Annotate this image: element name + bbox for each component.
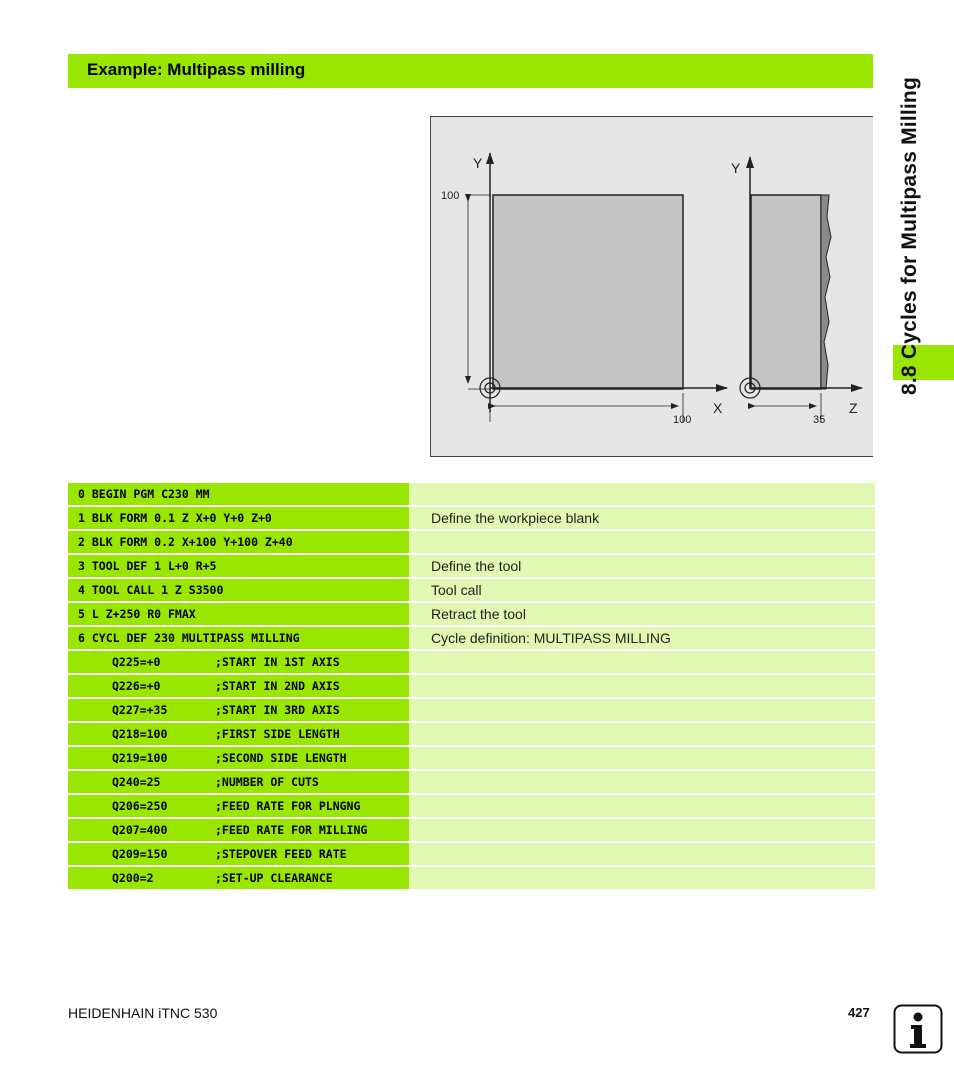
program-code-text: Q219=100	[112, 751, 168, 765]
program-code-text: 6 CYCL DEF 230 MULTIPASS MILLING	[78, 631, 300, 645]
x-dimension-label: 100	[673, 414, 692, 426]
program-comment: ;START IN 2ND AXIS	[215, 679, 340, 693]
program-code	[68, 771, 409, 793]
program-comment: ;FIRST SIDE LENGTH	[215, 727, 340, 741]
program-code-text: Q207=400	[112, 823, 168, 837]
program-description: Tool call	[409, 579, 875, 601]
program-row	[68, 771, 875, 793]
program-row	[68, 651, 875, 673]
program-row	[68, 579, 875, 601]
break-line	[821, 195, 831, 389]
program-code-text: 2 BLK FORM 0.2 X+100 Y+100 Z+40	[78, 535, 293, 549]
program-comment: ;NUMBER OF CUTS	[215, 775, 319, 789]
program-description	[409, 675, 875, 697]
program-row	[68, 843, 875, 865]
program-code	[68, 699, 409, 721]
program-description: Define the workpiece blank	[409, 507, 875, 529]
program-code-text: 1 BLK FORM 0.1 Z X+0 Y+0 Z+0	[78, 511, 272, 525]
program-code-text: 0 BEGIN PGM C230 MM	[78, 487, 210, 501]
program-code	[68, 627, 409, 649]
program-row	[68, 483, 875, 505]
section-title: Example: Multipass milling	[87, 60, 306, 79]
program-code-text: 3 TOOL DEF 1 L+0 R+5	[78, 559, 217, 573]
section-header-bar	[68, 54, 873, 88]
y-axis-label-right: Y	[731, 160, 741, 176]
z-axis-label-right: Z	[849, 400, 858, 416]
program-row	[68, 723, 875, 745]
program-comment: ;SECOND SIDE LENGTH	[215, 751, 347, 765]
program-code	[68, 675, 409, 697]
program-comment: ;STEPOVER FEED RATE	[215, 847, 347, 861]
workpiece-top-view	[493, 195, 683, 389]
program-code	[68, 651, 409, 673]
program-row	[68, 675, 875, 697]
program-comment: ;START IN 1ST AXIS	[215, 655, 340, 669]
program-row	[68, 603, 875, 625]
chapter-side-title	[893, 40, 927, 432]
program-code-text: Q227=+35	[112, 703, 168, 717]
y-dimension-label: 100	[441, 190, 460, 202]
program-code	[68, 483, 409, 505]
program-row	[68, 555, 875, 577]
program-code	[68, 867, 409, 889]
program-description	[409, 867, 875, 889]
program-description: Retract the tool	[409, 603, 875, 625]
x-axis-label-left: X	[713, 400, 723, 416]
program-code	[68, 795, 409, 817]
program-code	[68, 507, 409, 529]
program-description	[409, 771, 875, 793]
program-code-text: Q218=100	[112, 727, 168, 741]
program-description: Define the tool	[409, 555, 875, 577]
program-row	[68, 819, 875, 841]
program-description: Cycle definition: MULTIPASS MILLING	[409, 627, 875, 649]
program-code-text: 4 TOOL CALL 1 Z S3500	[78, 583, 224, 597]
program-comment: ;FEED RATE FOR PLNGNG	[215, 799, 361, 813]
y-axis-label-left: Y	[473, 155, 483, 171]
program-description	[409, 747, 875, 769]
program-description	[409, 843, 875, 865]
program-code-text: Q226=+0	[112, 679, 161, 693]
program-row	[68, 627, 875, 649]
multipass-milling-figure	[430, 116, 873, 457]
program-description	[409, 723, 875, 745]
program-description	[409, 531, 875, 553]
footer-product: HEIDENHAIN iTNC 530	[68, 1005, 218, 1021]
workpiece-side-view	[751, 195, 821, 389]
program-code-text: Q206=250	[112, 799, 168, 813]
program-code	[68, 723, 409, 745]
program-comment: ;SET-UP CLEARANCE	[215, 871, 333, 885]
figure-drawing	[431, 117, 874, 458]
program-description	[409, 699, 875, 721]
program-description	[409, 795, 875, 817]
program-description	[409, 483, 875, 505]
program-row	[68, 795, 875, 817]
program-code	[68, 579, 409, 601]
program-code-text: Q225=+0	[112, 655, 161, 669]
program-code	[68, 555, 409, 577]
program-row	[68, 507, 875, 529]
program-code	[68, 843, 409, 865]
page-number: 427	[848, 1005, 870, 1020]
program-code	[68, 819, 409, 841]
program-row	[68, 747, 875, 769]
program-description	[409, 651, 875, 673]
program-comment: ;START IN 3RD AXIS	[215, 703, 340, 717]
program-row	[68, 531, 875, 553]
chapter-title-text: 8.8 Cycles for Multipass Milling	[898, 77, 921, 395]
program-row	[68, 867, 875, 889]
info-icon	[893, 1004, 943, 1054]
program-code-text: 5 L Z+250 R0 FMAX	[78, 607, 196, 621]
program-code-text: Q200=2	[112, 871, 154, 885]
program-row	[68, 699, 875, 721]
program-code	[68, 531, 409, 553]
program-code-text: Q209=150	[112, 847, 168, 861]
z-dimension-label: 35	[813, 414, 826, 426]
program-code	[68, 747, 409, 769]
program-comment: ;FEED RATE FOR MILLING	[215, 823, 368, 837]
program-code-text: Q240=25	[112, 775, 161, 789]
program-description	[409, 819, 875, 841]
program-code	[68, 603, 409, 625]
